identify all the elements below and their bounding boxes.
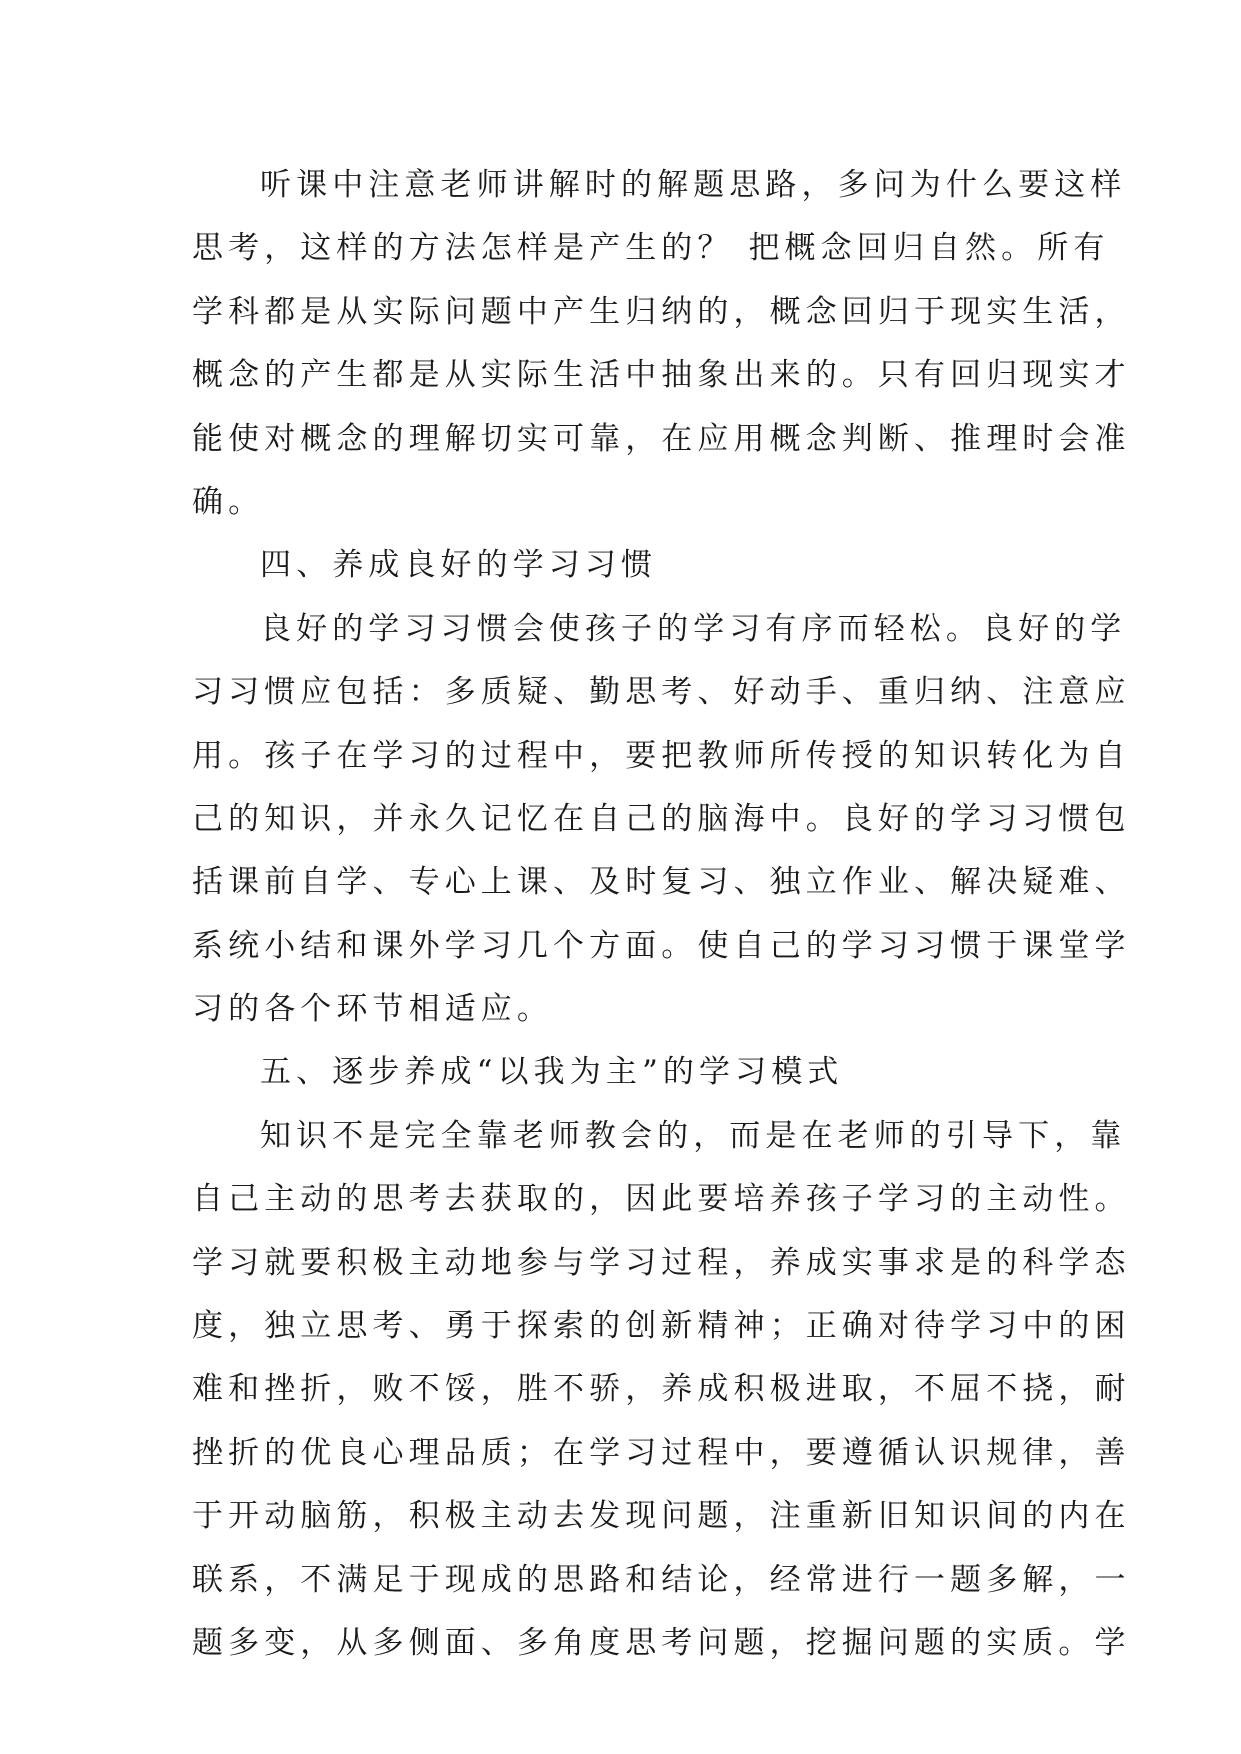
text-line: 习习惯应包括：多质疑、勤思考、好动手、重归纳、注意应 xyxy=(192,674,1131,711)
text-line: 确。 xyxy=(192,483,265,520)
text-line: 挫折的优良心理品质；在学习过程中，要遵循认识规律，善 xyxy=(192,1434,1131,1471)
text-line: 自己主动的思考去获取的，因此要培养孩子学习的主动性。 xyxy=(192,1181,1131,1218)
text-line: 联系，不满足于现成的思路和结论，经常进行一题多解，一 xyxy=(192,1561,1131,1598)
text-line: 难和挫折，败不馁，胜不骄，养成积极进取，不屈不挠，耐 xyxy=(192,1371,1131,1408)
text-line: 良好的学习习惯会使孩子的学习有序而轻松。良好的学 xyxy=(260,610,1127,647)
text-line: 知识不是完全靠老师教会的，而是在老师的引导下，靠 xyxy=(260,1117,1127,1154)
text-line: 括课前自学、专心上课、及时复习、独立作业、解决疑难、 xyxy=(192,864,1131,901)
text-line: 系统小结和课外学习几个方面。使自己的学习习惯于课堂学 xyxy=(192,927,1131,964)
text-line: 于开动脑筋，积极主动去发现问题，注重新旧知识间的内在 xyxy=(192,1498,1131,1535)
text-line: 思考，这样的方法怎样是产生的？ 把概念回归自然。所有 xyxy=(192,230,1110,267)
text-line: 能使对概念的理解切实可靠，在应用概念判断、推理时会准 xyxy=(192,420,1131,457)
text-line: 用。孩子在学习的过程中，要把教师所传授的知识转化为自 xyxy=(192,737,1131,774)
section-heading: 四、养成良好的学习习惯 xyxy=(260,547,658,584)
text-line: 学习就要积极主动地参与学习过程，养成实事求是的科学态 xyxy=(192,1244,1131,1281)
section-heading: 五、逐步养成“以我为主”的学习模式 xyxy=(260,1054,844,1091)
text-line: 概念的产生都是从实际生活中抽象出来的。只有回归现实才 xyxy=(192,357,1131,394)
text-line: 己的知识，并永久记忆在自己的脑海中。良好的学习习惯包 xyxy=(192,800,1131,837)
text-line: 题多变，从多侧面、多角度思考问题，挖掘问题的实质。学 xyxy=(192,1624,1131,1661)
text-line: 习的各个环节相适应。 xyxy=(192,991,553,1028)
text-line: 学科都是从实际问题中产生归纳的，概念回归于现实生活， xyxy=(192,293,1131,330)
text-line: 度，独立思考、勇于探索的创新精神；正确对待学习中的困 xyxy=(192,1308,1131,1345)
document-page xyxy=(192,154,1131,1675)
text-line: 听课中注意老师讲解时的解题思路，多问为什么要这样 xyxy=(260,167,1127,203)
